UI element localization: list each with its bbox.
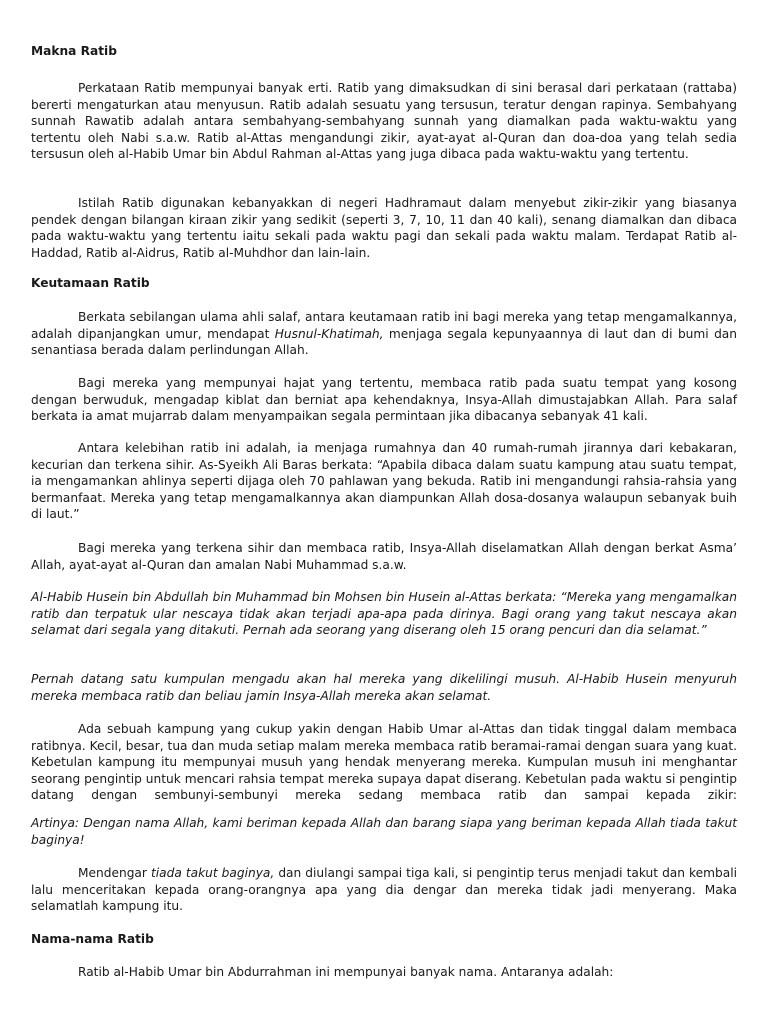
heading-keutamaan-ratib: Keutamaan Ratib bbox=[31, 276, 150, 290]
paragraph-makna-1: Perkataan Ratib mempunyai banyak erti. Ratib yang dimaksudkan di sini berasal dari perkataan (rattaba) bererti mengaturkan atau menyusun. Ratib adalah sesuatu yang tersusun, teratur dengan rapinya. Sembahyang sunnah Rawatib adalah antara sembahyang-sembahyang sunnah yang diamalkan pada waktu-waktu yang tertentu oleh Nabi s.a.w. Ratib al-Attas mengandungi zikir, ayat-ayat al-Quran dan doa-doa yang telah sedia tersusun oleh al-Habib Umar bin Abdul Rahman al-Attas yang juga dibaca pada waktu-waktu yang tertentu. bbox=[31, 81, 737, 162]
heading-makna-ratib: Makna Ratib bbox=[31, 44, 117, 58]
paragraph-keutamaan-8 bbox=[31, 865, 737, 915]
paragraph-keutamaan-6-italic bbox=[31, 671, 737, 704]
paragraph-keutamaan-3: Antara kelebihan ratib ini adalah, ia menjaga rumahnya dan 40 rumah-rumah jirannya dari kebakaran, kecurian dan terkena sihir. As-Syeikh Ali Baras berkata: “Apabila dibaca dalam suatu kampung atau suatu tempat, ia mengamankan ahlinya seperti dijaga oleh 70 pahlawan yang bekuda. Ratib ini mengandungi rahsia-rahsia yang bermanfaat. Mereka yang tetap mengamalkannya akan diampunkan Allah dosa-dosanya walaupun sebanyak buih di laut.” bbox=[31, 441, 737, 522]
paragraph-keutamaan-4: Bagi mereka yang terkena sihir dan membaca ratib, Insya-Allah diselamatkan Allah dengan berkat Asma’ Allah, ayat-ayat al-Quran dan amalan Nabi Muhammad s.a.w. bbox=[31, 541, 737, 572]
paragraph-keutamaan-1-text-a: Berkata sebilangan ulama ahli salaf, antara keutamaan ratib ini bagi mereka yang tetap mengamalkannya, adalah dipanjangkan umur, mendapat bbox=[31, 310, 737, 341]
paragraph-keutamaan-1-text-b: menjaga segala kepunyaannya di laut dan di bumi dan senantiasa berada dalam perlindungan Allah. bbox=[31, 326, 737, 358]
document-page bbox=[31, 0, 737, 1024]
paragraph-keutamaan-8-text-b: dan diulangi sampai tiga kali, si pengintip terus menjadi takut dan kembali lalu menceritakan kepada orang-orangnya apa yang dia dengar dan mereka tidak jadi menyerang. Maka selamatlah kampung itu. bbox=[31, 866, 737, 914]
paragraph-keutamaan-6-text: Pernah datang satu kumpulan mengadu akan hal mereka yang dikelilingi musuh. Al-Habib Husein menyuruh mereka membaca ratib dan beliau jamin Insya-Allah mereka akan selamat. bbox=[31, 672, 737, 703]
paragraph-keutamaan-5-italic bbox=[31, 589, 737, 639]
paragraph-keutamaan-7-zikir bbox=[31, 815, 737, 848]
heading-nama-nama-ratib: Nama-nama Ratib bbox=[31, 932, 154, 946]
paragraph-nama-1: Ratib al-Habib Umar bin Abdurrahman ini mempunyai banyak nama. Antaranya adalah: bbox=[78, 965, 614, 979]
paragraph-keutamaan-1 bbox=[31, 309, 737, 359]
paragraph-keutamaan-1-italic: Husnul-Khatimah, bbox=[274, 326, 384, 341]
paragraph-makna-2: Istilah Ratib digunakan kebanyakkan di negeri Hadhramaut dalam menyebut zikir-zikir yang biasanya pendek dengan bilangan kiraan zikir yang sedikit (seperti 3, 7, 10, 11 dan 40 kali), senang diamalkan dan dibaca pada waktu-waktu yang tertentu iaitu sekali pada waktu pagi dan sekali pada waktu malam. Terdapat Ratib al-Haddad, Ratib al-Aidrus, Ratib al-Muhdhor dan lain-lain. bbox=[31, 196, 737, 260]
paragraph-keutamaan-8-text-a: Mendengar bbox=[78, 866, 151, 880]
paragraph-keutamaan-8-italic: tiada takut baginya, bbox=[150, 866, 275, 880]
paragraph-keutamaan-2: Bagi mereka yang mempunyai hajat yang tertentu, membaca ratib pada suatu tempat yang kosong dengan berwuduk, mengadap kiblat dan berniat apa kehendaknya, Insya-Allah dimustajabkan Allah. Para salaf berkata ia amat mujarrab dalam menyampaikan segala permintaan jika dibacanya sebanyak 41 kali. bbox=[31, 376, 737, 424]
paragraph-keutamaan-7: Ada sebuah kampung yang cukup yakin dengan Habib Umar al-Attas dan tidak tinggal dalam membaca ratibnya. Kecil, besar, tua dan muda setiap malam mereka membaca ratib beramai-ramai dengan suara yang kuat. Kebetulan kampung itu mempunyai musuh yang hendak menyerang mereka. Kumpulan musuh ini menghantar seorang pengintip untuk mencari rahsia tempat mereka supaya dapat diserang. Kebetulan pada waktu si pengintip datang dengan sembunyi-sembunyi mereka sedang membaca ratib dan sampai kepada zikir: bbox=[31, 722, 737, 803]
paragraph-keutamaan-5-text: Al-Habib Husein bin Abdullah bin Muhammad bin Mohsen bin Husein al-Attas berkata: “Mereka yang mengamalkan ratib dan terpatuk ular nescaya tidak akan terjadi apa-apa pada dirinya. Bagi orang yang takut nescaya akan selamat dari segala yang ditakuti. Pernah ada seorang yang diserang oleh 15 orang pencuri dan dia selamat.” bbox=[31, 590, 737, 638]
paragraph-keutamaan-7-zikir-text: Artinya: Dengan nama Allah, kami beriman kepada Allah dan barang siapa yang beriman kepada Allah tiada takut baginya! bbox=[31, 816, 737, 847]
